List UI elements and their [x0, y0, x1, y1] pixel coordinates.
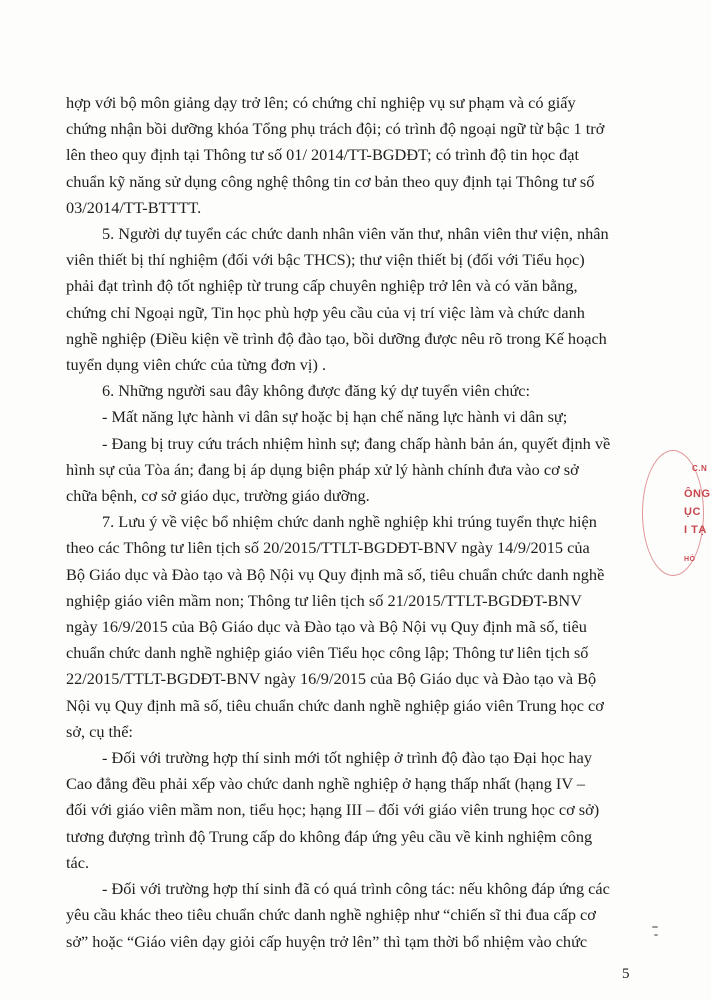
text-line: Cao đẳng đều phải xếp vào chức danh nghề nghiệp ở hạng thấp nhất (hạng IV – [66, 774, 585, 794]
seal-text: I TẠ [684, 524, 707, 536]
document-body [66, 90, 634, 955]
text-line: viên thiết bị thí nghiệm (đối với bậc THCS); thư viện thiết bị (đối với Tiểu học) [66, 250, 585, 270]
text-line: chuẩn chức danh nghề nghiệp giáo viên Tiểu học công lập; Thông tư liên tịch số [66, 643, 589, 663]
seal-text: ÔNG [684, 488, 711, 500]
text-line: chứng chỉ Ngoại ngữ, Tin học phù hợp yêu cầu của vị trí việc làm và chức danh [66, 302, 585, 322]
text-line: ngày 16/9/2015 của Bộ Giáo dục và Đào tạo và Bộ Nội vụ Quy định mã số, tiêu [66, 617, 587, 637]
text-line: - Đang bị truy cứu trách nhiệm hình sự; đang chấp hành bản án, quyết định về [102, 433, 611, 453]
text-line: hợp với bộ môn giảng dạy trở lên; có chứng chỉ nghiệp vụ sư phạm và có giấy [66, 93, 576, 112]
text-line: theo các Thông tư liên tịch số 20/2015/TTLT-BGDĐT-BNV ngày 14/9/2015 của [66, 538, 590, 558]
text-line: Bộ Giáo dục và Đào tạo và Bộ Nội vụ Quy định mã số, tiêu chuẩn chức danh nghề [66, 564, 605, 584]
seal-text: ỤC [684, 506, 701, 518]
scan-speck [652, 926, 658, 928]
text-line: nghề nghiệp (Điều kiện về trình độ đào tạo, bồi dưỡng được nêu rõ trong Kế hoạch [66, 328, 607, 348]
text-line: lên theo quy định tại Thông tư số 01/ 2014/TT-BGDĐT; có trình độ tin học đạt [66, 145, 580, 165]
text-line: 6. Những người sau đây không được đăng ký dự tuyển viên chức: [102, 381, 531, 401]
seal-text: HÒ [684, 556, 696, 563]
text-line: tác. [66, 852, 90, 872]
text-line: chuẩn kỹ năng sử dụng công nghệ thông tin cơ bản theo quy định tại Thông tư số [66, 171, 595, 191]
page-number: 5 [622, 966, 630, 982]
text-line: phải đạt trình độ tốt nghiệp từ trung cấp chuyên nghiệp trở lên và có văn bằng, [66, 276, 578, 296]
seal-text: C.N [692, 464, 708, 473]
text-line: - Đối với trường hợp thí sinh mới tốt nghiệp ở trình độ đào tạo Đại học hay [102, 748, 593, 768]
text-line: sở, cụ thể: [66, 721, 133, 741]
text-line: 5. Người dự tuyển các chức danh nhân viên văn thư, nhân viên thư viện, nhân [102, 224, 609, 244]
text-line: - Đối với trường hợp thí sinh đã có quá trình công tác: nếu không đáp ứng các [102, 879, 610, 899]
text-line: Nội vụ Quy định mã số, tiêu chuẩn chức danh nghề nghiệp giáo viên Trung học cơ [66, 695, 604, 715]
text-line: - Mất năng lực hành vi dân sự hoặc bị hạn chế năng lực hành vi dân sự; [102, 407, 568, 427]
red-seal-stamp [672, 456, 711, 576]
text-line: chứng nhận bồi dưỡng khóa Tổng phụ trách đội; có trình độ ngoại ngữ từ bậc 1 trở [66, 119, 605, 139]
text-line: đối với giáo viên mầm non, tiểu học; hạng III – đối với giáo viên trung học cơ sở) [66, 800, 600, 820]
text-line: chữa bệnh, cơ sở giáo dục, trường giáo dưỡng. [66, 486, 370, 506]
text-line: 22/2015/TTLT-BGDĐT-BNV ngày 16/9/2015 của Bộ Giáo dục và Đào tạo và Bộ [66, 669, 597, 689]
text-line: nghiệp giáo viên mầm non; Thông tư liên tịch số 21/2015/TTLT-BGDĐT-BNV [66, 590, 582, 610]
text-line: 03/2014/TT-BTTTT. [66, 197, 202, 217]
text-line: yêu cầu khác theo tiêu chuẩn chức danh nghề nghiệp như “chiến sĩ thi đua cấp cơ [66, 905, 596, 925]
text-line: tương đượng trình độ Trung cấp do không đáp ứng yêu cầu về kinh nghiệm công [66, 826, 593, 846]
text-line: 7. Lưu ý về việc bổ nhiệm chức danh nghề nghiệp khi trúng tuyển thực hiện [102, 512, 597, 532]
scan-speck [654, 934, 658, 936]
text-line: tuyển dụng viên chức của từng đơn vị) . [66, 355, 327, 375]
text-line: sở” hoặc “Giáo viên dạy giỏi cấp huyện trở lên” thì tạm thời bổ nhiệm vào chức [66, 931, 588, 951]
text-line: hình sự của Tòa án; đang bị áp dụng biện pháp xử lý hành chính đưa vào cơ sở [66, 459, 579, 479]
